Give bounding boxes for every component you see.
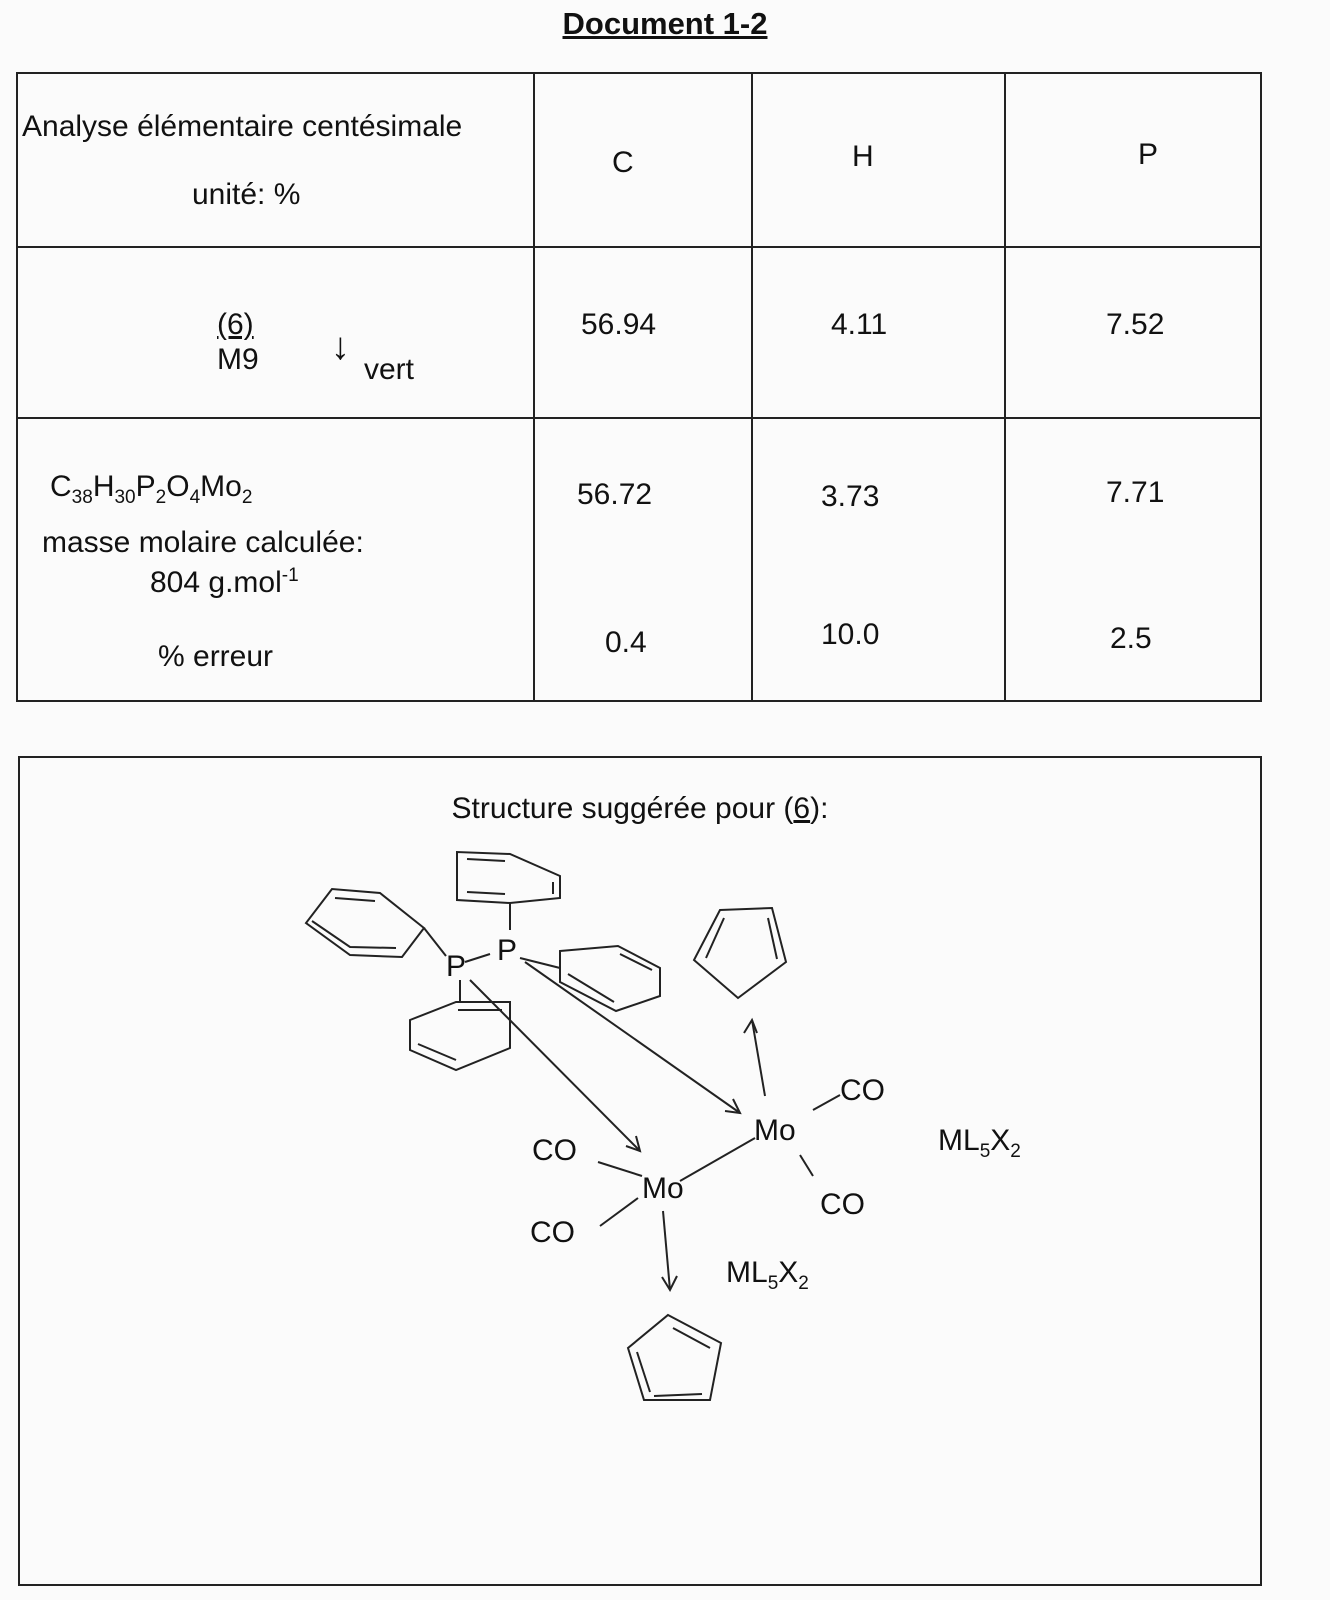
phenyl-ring-bottom-icon xyxy=(410,1002,510,1070)
formula-subscript: 2 xyxy=(241,487,253,508)
phenyl-ring-top-icon xyxy=(457,852,560,903)
formula-element: C xyxy=(50,470,72,503)
phosphorus-label-2: P xyxy=(497,934,518,967)
found-value-h: 4.11 xyxy=(831,308,888,341)
formula-element: H xyxy=(92,470,115,503)
elemental-analysis-table xyxy=(16,72,1262,702)
header-label: Analyse élémentaire centésimale xyxy=(22,110,463,143)
molar-mass-value: 804 g.mol$^{-1}$ xyxy=(150,565,299,599)
down-arrow-icon: ↓ xyxy=(331,326,350,368)
error-label: % erreur xyxy=(158,640,274,673)
molecular-formula xyxy=(50,472,252,507)
error-value-c: 0.4 xyxy=(605,626,647,659)
carbonyl-label: CO xyxy=(840,1074,885,1107)
formula-subscript: 2 xyxy=(155,487,167,508)
phosphorus-label-1: P xyxy=(446,950,467,983)
formula-subscript: 30 xyxy=(114,487,136,508)
error-value-p: 2.5 xyxy=(1110,622,1152,655)
column-header-h: H xyxy=(852,140,874,173)
structure-figure xyxy=(18,756,1262,1586)
compound-number: (6) xyxy=(217,308,254,341)
header-unit: unité: % xyxy=(192,178,301,211)
document-title: Document 1-2 xyxy=(562,6,768,41)
found-value-c: 56.94 xyxy=(581,308,657,341)
error-value-h: 10.0 xyxy=(821,618,880,651)
formula-element: Mo xyxy=(200,470,242,503)
molar-mass-label: masse molaire calculée: xyxy=(42,526,364,559)
carbonyl-label: CO xyxy=(532,1134,577,1167)
formula-subscript: 4 xyxy=(189,487,201,508)
molecular-structure-drawing xyxy=(20,758,1260,1584)
calc-value-h: 3.73 xyxy=(821,480,880,513)
column-divider xyxy=(751,74,753,700)
column-divider xyxy=(533,74,535,700)
column-header-c: C xyxy=(612,146,634,179)
column-divider xyxy=(1004,74,1006,700)
carbonyl-label: CO xyxy=(820,1188,865,1221)
color-observation: vert xyxy=(364,353,415,386)
cyclopentadienyl-ring-bottom-icon xyxy=(628,1315,721,1400)
phenyl-ring-right-icon xyxy=(560,946,660,1011)
column-header-p: P xyxy=(1138,138,1159,171)
formula-element: O xyxy=(166,470,190,503)
formula-subscript: 38 xyxy=(71,487,93,508)
molybdenum-label-1: Mo xyxy=(754,1114,796,1147)
row-divider xyxy=(18,246,1260,248)
figure-title: Structure suggérée pour (6): xyxy=(451,792,829,825)
classification-label-mo2: $ML_5X_2$ xyxy=(726,1256,809,1294)
classification-label-mo1: $ML_5X_2$ xyxy=(938,1124,1021,1162)
row-divider xyxy=(18,417,1260,419)
formula-element: P xyxy=(135,470,156,503)
calc-value-p: 7.71 xyxy=(1106,476,1165,509)
carbonyl-label: CO xyxy=(530,1216,575,1249)
molybdenum-label-2: Mo xyxy=(642,1172,684,1205)
phenyl-ring-left-icon xyxy=(306,889,424,957)
calc-value-c: 56.72 xyxy=(577,478,653,511)
sample-code: M9 xyxy=(217,343,259,376)
cyclopentadienyl-ring-top-icon xyxy=(694,908,786,998)
found-value-p: 7.52 xyxy=(1106,308,1165,341)
